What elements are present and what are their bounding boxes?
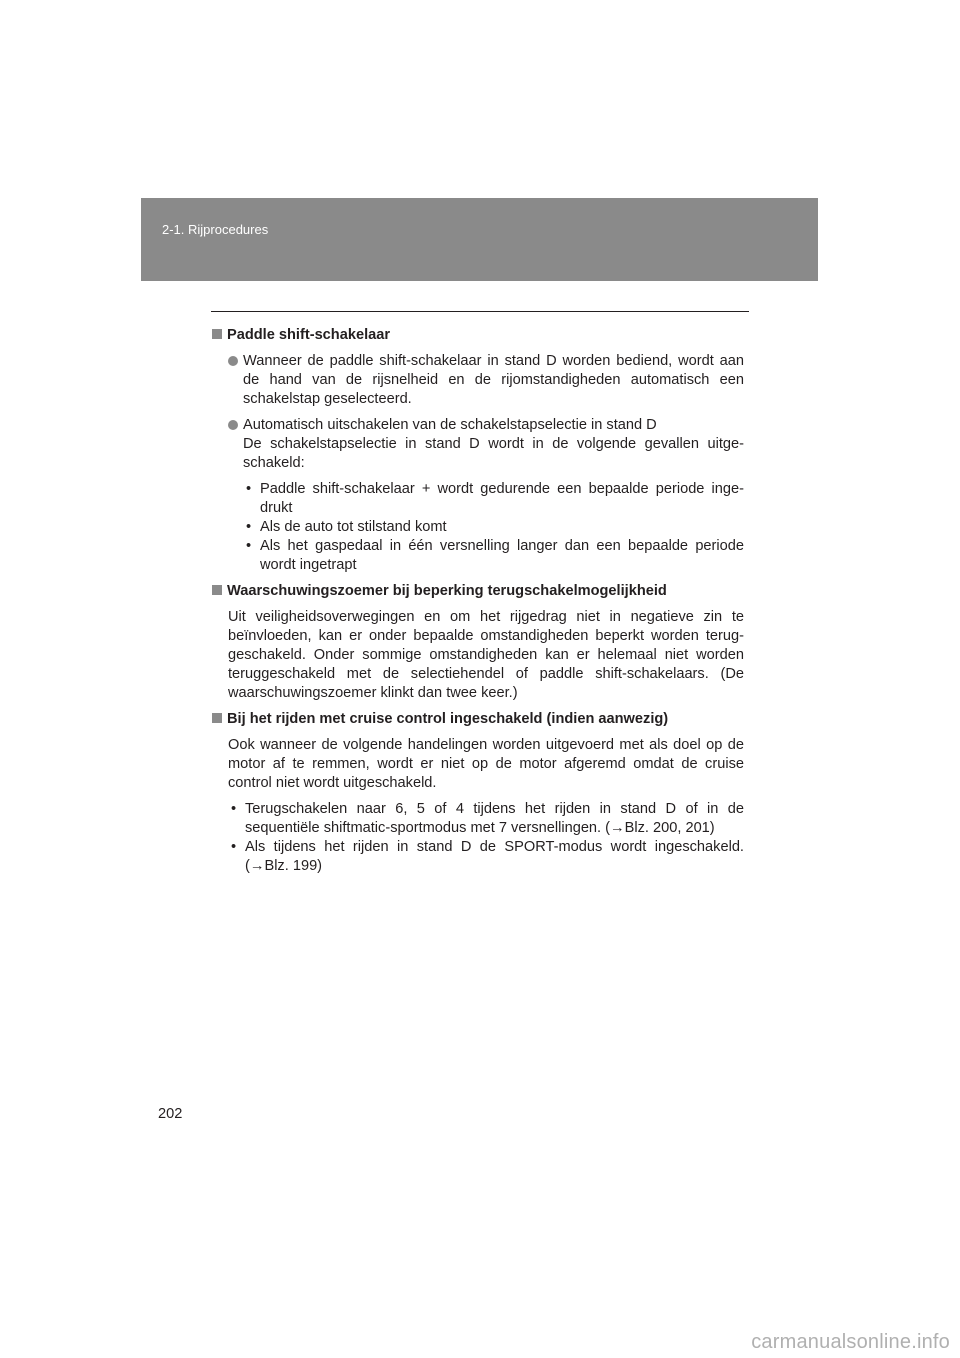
- circle-bullet-icon: [228, 356, 238, 366]
- bullet-dot-icon: •: [246, 481, 252, 497]
- bullet-list: [228, 800, 744, 876]
- section-body: [212, 608, 744, 703]
- list-item: [243, 518, 744, 537]
- section-title: Paddle shift-schakelaar: [227, 327, 391, 343]
- watermark: carmanualsonline.info: [751, 1331, 950, 1353]
- page-number: 202: [158, 1106, 183, 1122]
- section-title: Waarschuwingszoemer bij beperking terugschakelmogelijkheid: [227, 583, 667, 599]
- square-bullet-icon: [212, 329, 222, 339]
- page-content: [212, 326, 744, 883]
- section-body: [212, 352, 744, 575]
- section-body: [212, 736, 744, 876]
- section-paragraph: Uit veiligheidsoverwegingen en om het rijgedrag niet in negatieve zin te beïnvloeden, kan er onder bepaalde omstandigheden beperkt worden teruggeschakeld. Onder sommige omstandigheden kan er helemaal niet worden teruggeschakeld met de selectiehendel of paddle shift-schakelaars. (De waarschuwingszoemer klinkt dan twee keer.): [228, 609, 744, 701]
- bullet-dot-icon: •: [246, 538, 252, 554]
- section-paragraph: Ook wanneer de volgende handelingen worden uitgevoerd met als doel op de motor af te remmen, wordt er niet op de motor afgeremd omdat de cruise control niet wordt uitgeschakeld.: [228, 737, 744, 791]
- bullet-list: [243, 480, 744, 575]
- list-item: [228, 838, 744, 876]
- chapter-header-band: [141, 198, 818, 281]
- list-item: [243, 480, 744, 518]
- bullet-dot-icon: •: [231, 839, 237, 855]
- section-warning-buzzer: [212, 582, 744, 703]
- list-item-text: Paddle shift-schakelaar + wordt gedurende een bepaalde periode ingedrukt: [260, 481, 744, 516]
- top-rule: [211, 311, 749, 312]
- circle-item-content: [243, 416, 744, 575]
- circle-bullet-icon: [228, 420, 238, 430]
- chapter-title: 2-1. Rijprocedures: [162, 222, 269, 237]
- section-cruise-control: [212, 710, 744, 876]
- bullet-dot-icon: •: [246, 519, 252, 535]
- section-title: Bij het rijden met cruise control ingeschakeld (indien aanwezig): [227, 711, 669, 727]
- square-bullet-icon: [212, 713, 222, 723]
- circle-item-text: Automatisch uitschakelen van de schakelstapselectie in stand D: [243, 417, 657, 433]
- list-item-text: Als het gaspedaal in één versnelling langer dan een bepaalde periode wordt ingetrapt: [260, 538, 744, 573]
- list-item: [228, 800, 744, 838]
- section-heading: [212, 582, 744, 601]
- list-item-text: Als tijdens het rijden in stand D de SPORT-modus wordt ingeschakeld. (→Blz. 199): [245, 839, 744, 874]
- circle-item-text: Wanneer de paddle shift-schakelaar in stand D worden bediend, wordt aan de hand van de rijsnelheid en de rijomstandigheden automatisch een schakelstap geselecteerd.: [243, 353, 744, 407]
- section-heading: [212, 326, 744, 345]
- circle-item-subtext: De schakelstapselectie in stand D wordt in de volgende gevallen uitgeschakeld:: [243, 436, 744, 471]
- circle-item: [228, 352, 744, 409]
- list-item: [243, 537, 744, 575]
- square-bullet-icon: [212, 585, 222, 595]
- circle-item: [228, 416, 744, 575]
- bullet-dot-icon: •: [231, 801, 237, 817]
- section-heading: [212, 710, 744, 729]
- list-item-text: Als de auto tot stilstand komt: [260, 519, 447, 535]
- section-paddle-shift: [212, 326, 744, 575]
- list-item-text: Terugschakelen naar 6, 5 of 4 tijdens het rijden in stand D of in de sequentiële shiftmatic-sportmodus met 7 versnellingen. (→Blz. 200, 201): [245, 801, 744, 836]
